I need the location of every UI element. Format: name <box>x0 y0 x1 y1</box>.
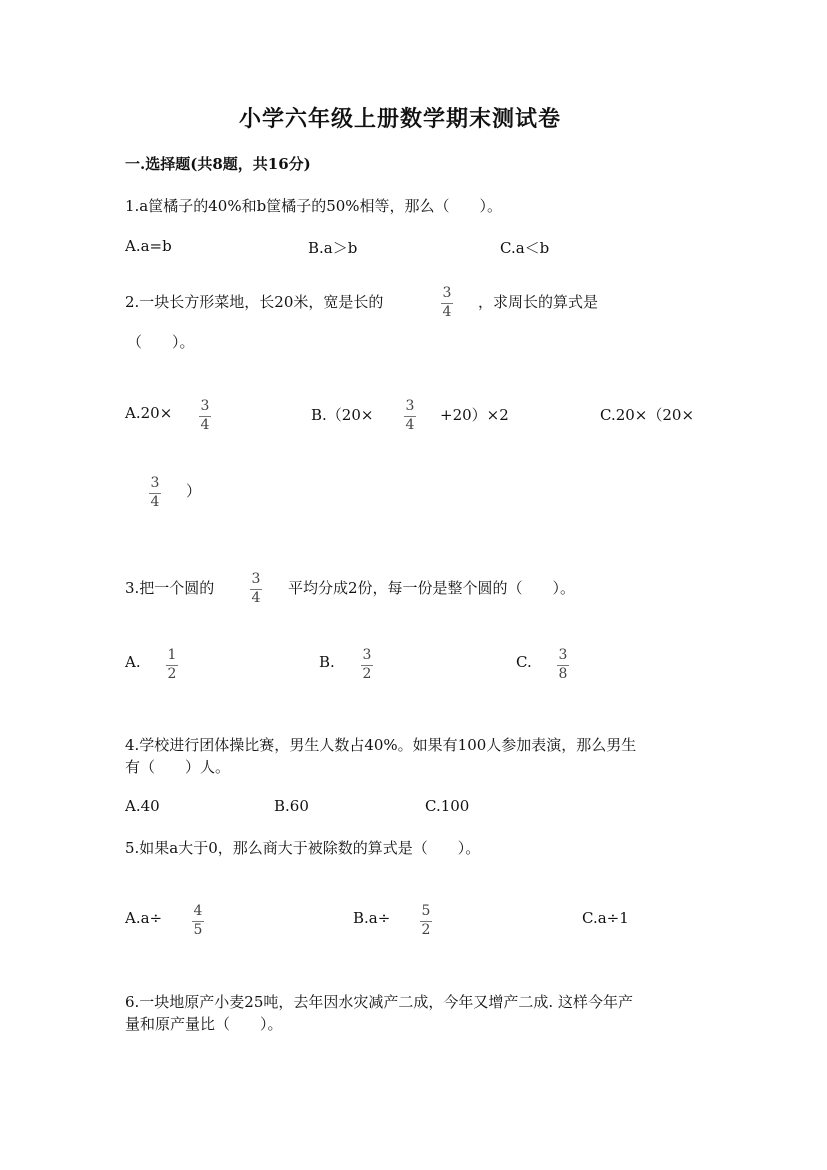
fraction-denominator: 4 <box>251 590 261 606</box>
question-5-option-b: B.a÷ <box>353 909 391 927</box>
fraction-denominator: 8 <box>558 666 568 682</box>
fraction-denominator: 4 <box>150 494 160 510</box>
question-3-option-a-fraction <box>166 648 178 682</box>
question-1-option-c: C.a＜b <box>500 239 550 257</box>
fraction-denominator: 5 <box>193 922 203 938</box>
fraction-numerator: 3 <box>251 571 261 587</box>
section-header: 一.选择题(共8题，共16分) <box>125 155 311 173</box>
question-1-text: 1.a筐橘子的40%和b筐橘子的50%相等，那么（ ）。 <box>125 197 503 215</box>
question-3-option-c: C. <box>516 653 532 671</box>
question-2-option-c-suffix: ） <box>186 482 202 500</box>
fraction-denominator: 2 <box>362 666 372 682</box>
question-2-option-c: C.20×（20× <box>600 406 695 424</box>
fraction-denominator: 4 <box>200 417 210 433</box>
fraction-numerator: 3 <box>558 647 568 663</box>
fraction-denominator: 2 <box>167 666 177 682</box>
question-3-option-b-fraction <box>361 648 373 682</box>
fraction-denominator: 4 <box>405 417 415 433</box>
question-2-text-suffix: ，求周长的算式是 <box>478 293 599 311</box>
question-4-text: 4.学校进行团体操比赛，男生人数占40%。如果有100人参加表演，那么男生 <box>125 736 637 754</box>
fraction-denominator: 4 <box>442 304 452 320</box>
fraction-numerator: 4 <box>193 903 203 919</box>
fraction-numerator: 1 <box>167 647 177 663</box>
question-4-option-a: A.40 <box>125 797 160 815</box>
fraction-numerator: 5 <box>421 903 431 919</box>
question-2-text-prefix: 2.一块长方形菜地，长20米，宽是长的 <box>125 293 384 311</box>
question-1-option-b: B.a＞b <box>308 239 358 257</box>
question-6-text-line2: 量和原产量比（ ）。 <box>125 1015 283 1033</box>
question-5-option-b-fraction <box>420 904 432 938</box>
question-2-option-b: B.（20× <box>311 406 374 424</box>
question-5-option-a: A.a÷ <box>125 909 163 927</box>
question-4-option-b: B.60 <box>274 797 309 815</box>
question-2-fraction <box>441 286 453 320</box>
question-3-option-c-fraction <box>557 648 569 682</box>
question-2-text-line2: （ ）。 <box>127 333 195 351</box>
question-2-option-a-fraction <box>199 399 211 433</box>
question-3-text-prefix: 3.把一个圆的 <box>125 579 215 597</box>
fraction-numerator: 3 <box>150 475 160 491</box>
question-3-option-a: A. <box>125 653 141 671</box>
question-3-option-b: B. <box>319 653 335 671</box>
question-5-option-c: C.a÷1 <box>582 909 629 927</box>
question-2-option-b-suffix: +20）×2 <box>440 406 509 424</box>
question-2-option-a: A.20× <box>125 404 173 422</box>
question-1-option-a: A.a=b <box>125 237 172 255</box>
question-3-fraction <box>250 572 262 606</box>
question-5-text: 5.如果a大于0，那么商大于被除数的算式是（ ）。 <box>125 839 481 857</box>
fraction-numerator: 3 <box>362 647 372 663</box>
question-5-option-a-fraction <box>192 904 204 938</box>
fraction-denominator: 2 <box>421 922 431 938</box>
question-2-option-c-fraction <box>149 476 161 510</box>
page-title: 小学六年级上册数学期末测试卷 <box>239 106 562 132</box>
fraction-numerator: 3 <box>405 398 415 414</box>
question-2-option-b-fraction <box>404 399 416 433</box>
question-6-text: 6.一块地原产小麦25吨，去年因水灾减产二成，今年又增产二成. 这样今年产 <box>125 993 633 1011</box>
fraction-numerator: 3 <box>200 398 210 414</box>
fraction-numerator: 3 <box>442 285 452 301</box>
question-4-option-c: C.100 <box>425 797 470 815</box>
question-3-text-suffix: 平均分成2份，每一份是整个圆的（ ）。 <box>288 579 576 597</box>
question-4-text-line2: 有（ ）人。 <box>125 758 231 776</box>
